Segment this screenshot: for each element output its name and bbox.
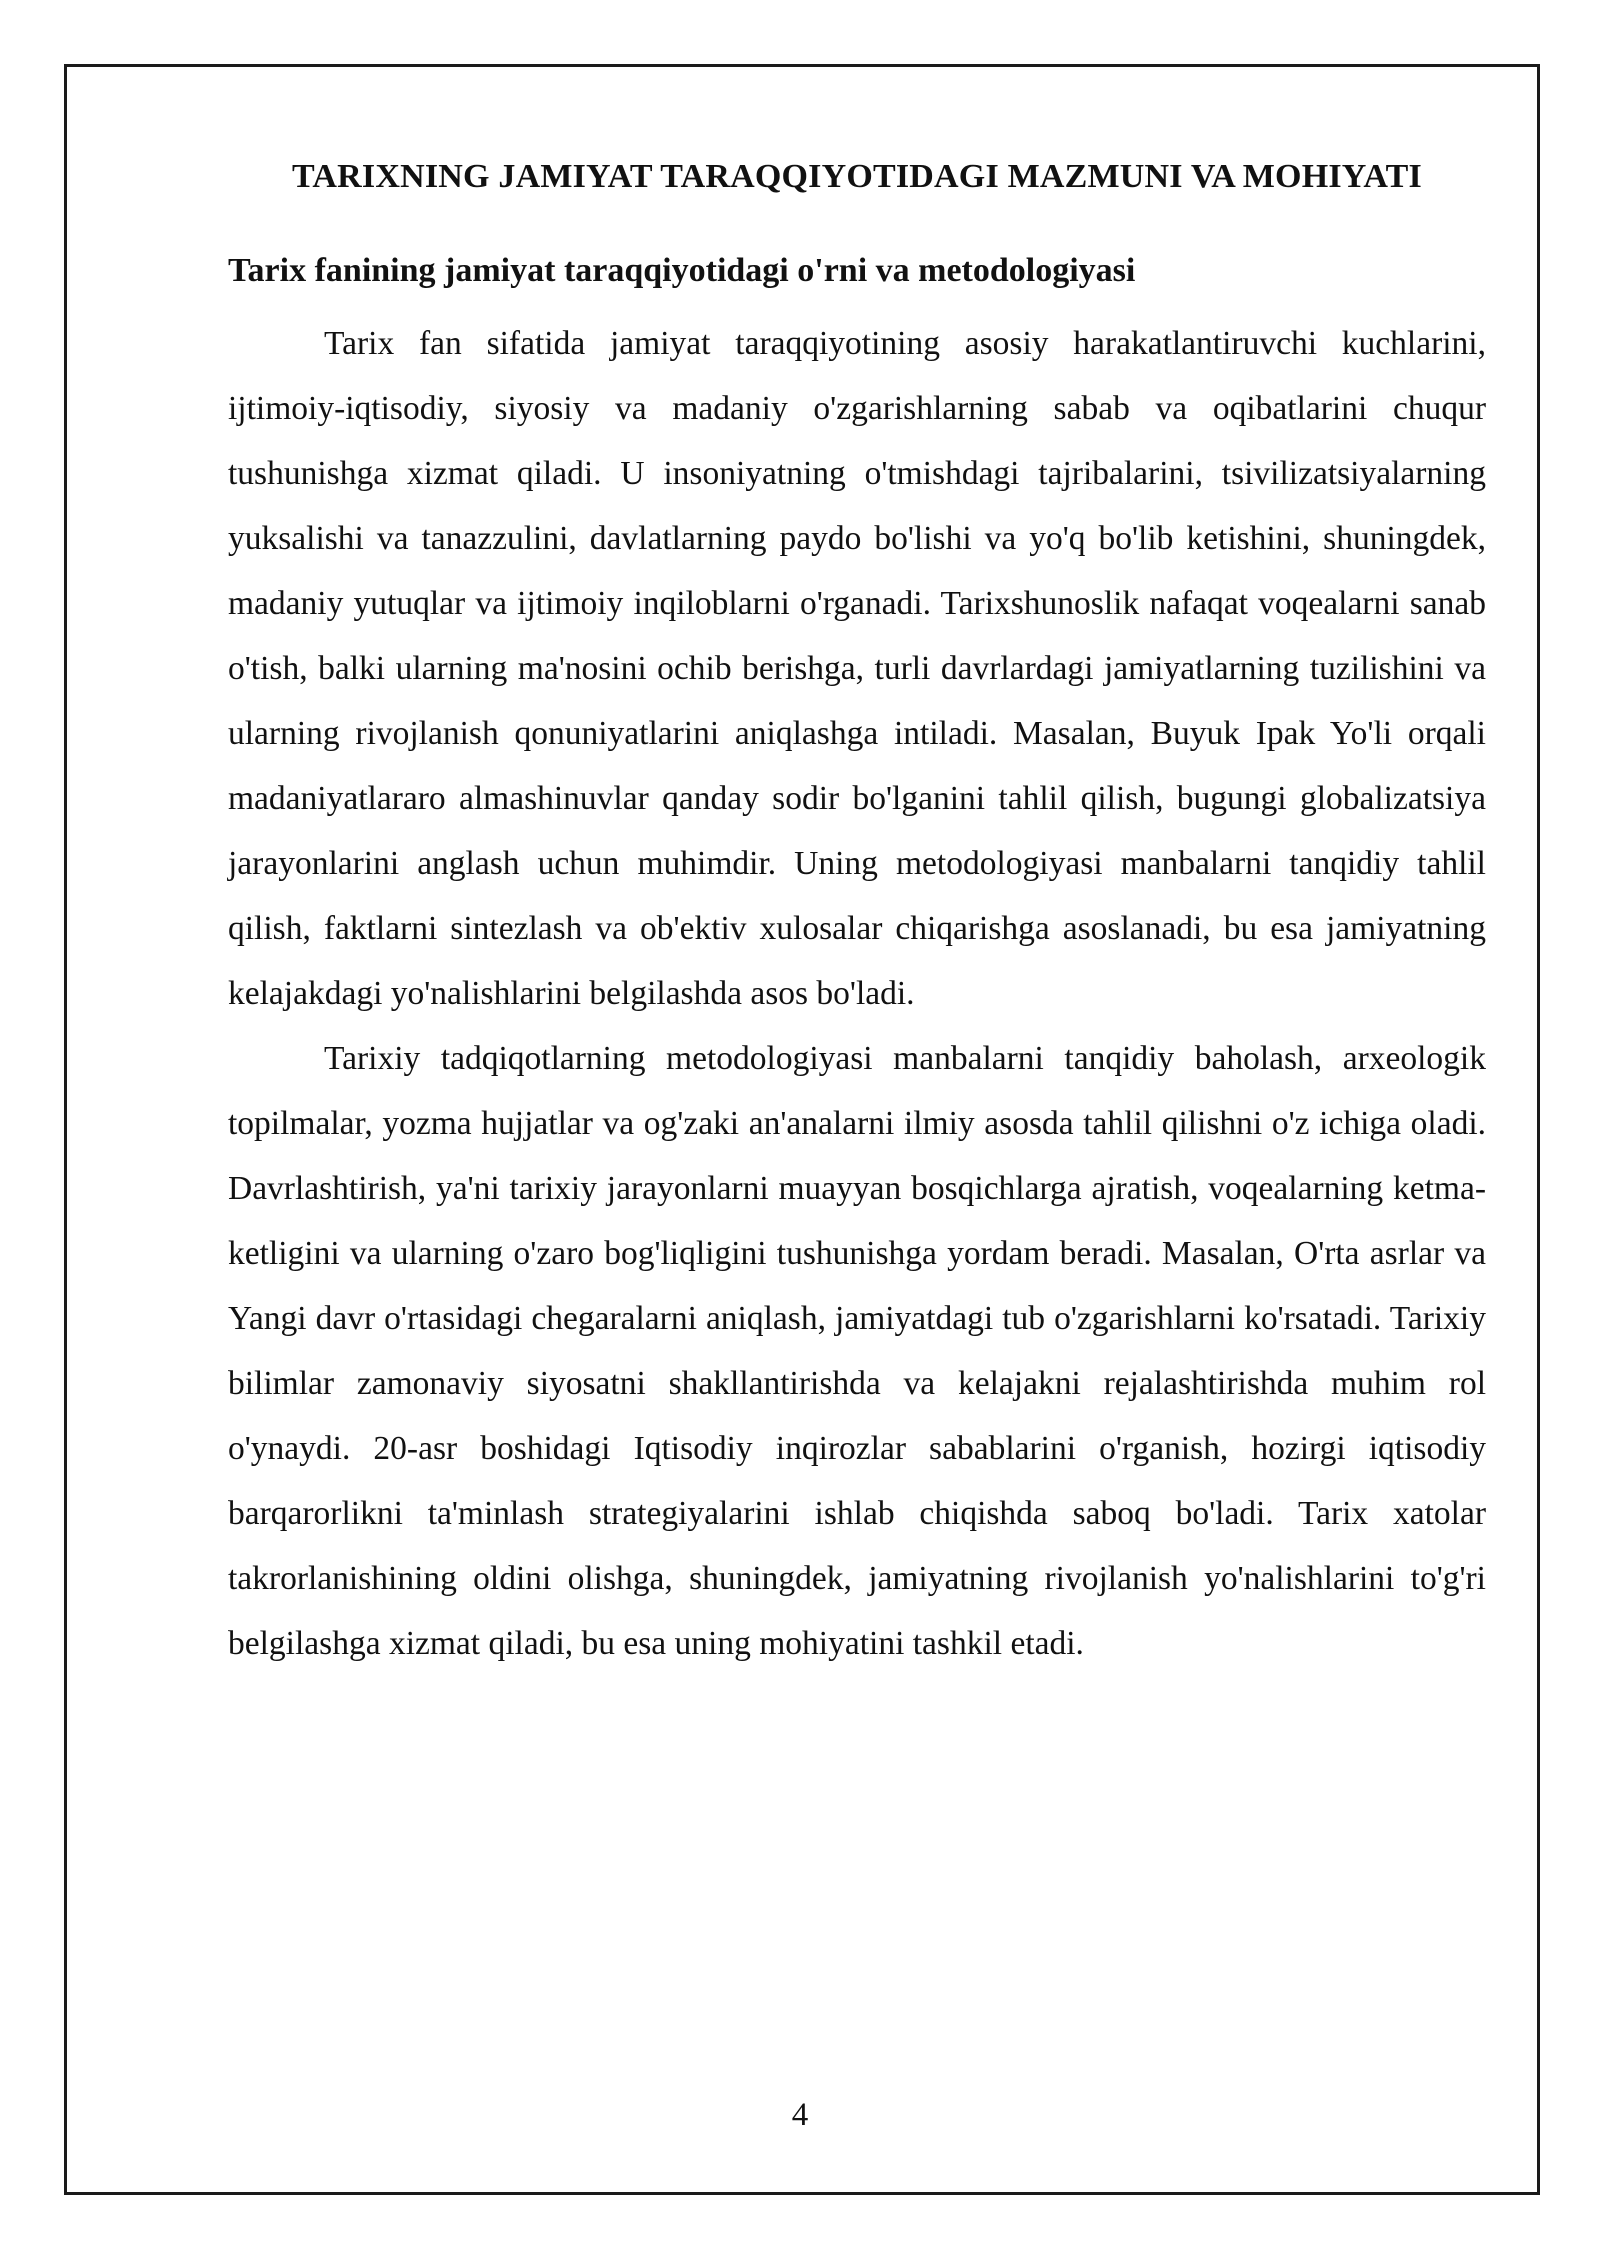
page-number: 4 xyxy=(791,2097,809,2133)
body-paragraph-1: Tarix fan sifatida jamiyat taraqqiyotining asosiy harakatlantiruvchi kuchlarini, ijtimoiy-iqtisodiy, siyosiy va madaniy o'zgarishlarning sabab va oqibatlarini chuqur tushunishga xizmat qiladi. U insoniyatning o'tmishdagi tajribalarini, tsivilizatsiyalarning yuksalishi va tanazzulini, davlatlarning paydo bo'lishi va yo'q bo'lib ketishini, shuningdek, madaniy yutuqlar va ijtimoiy inqiloblarni o'rganadi. Tarixshunoslik nafaqat voqealarni sanab o'tish, balki ularning ma'nosini ochib berishga, turli davrlardagi jamiyatlarning tuzilishini va ularning rivojlanish qonuniyatlarini aniqlashga intiladi. Masalan, Buyuk Ipak Yo'li orqali madaniyatlararo almashinuvlar qanday sodir bo'lganini tahlil qilish, bugungi globalizatsiya jarayonlarini anglash uchun muhimdir. Uning metodologiyasi manbalarni tanqidiy tahlil qilish, faktlarni sintezlash va ob'ektiv xulosalar chiqarishga asoslanadi, bu esa jamiyatning kelajakdagi yo'nalishlarini belgilashda asos bo'ladi. xyxy=(228,325,1486,1012)
document-body xyxy=(228,145,1486,1676)
document-title: TARIXNING JAMIYAT TARAQQIYOTIDAGI MAZMUNI VA MOHIYATI xyxy=(292,158,1422,195)
section-heading: Tarix fanining jamiyat taraqqiyotidagi o'rni va metodologiyasi xyxy=(228,252,1136,289)
body-paragraph-2: Tarixiy tadqiqotlarning metodologiyasi manbalarni tanqidiy baholash, arxeologik topilmalar, yozma hujjatlar va og'zaki an'analarni ilmiy asosda tahlil qilishni o'z ichiga oladi. Davrlashtirish, ya'ni tarixiy jarayonlarni muayyan bosqichlarga ajratish, voqealarning ketma-ketligini va ularning o'zaro bog'liqligini tushunishga yordam beradi. Masalan, O'rta asrlar va Yangi davr o'rtasidagi chegaralarni aniqlash, jamiyatdagi tub o'zgarishlarni ko'rsatadi. Tarixiy bilimlar zamonaviy siyosatni shakllantirishda va kelajakni rejalashtirishda muhim rol o'ynaydi. 20-asr boshidagi Iqtisodiy inqirozlar sabablarini o'rganish, hozirgi iqtisodiy barqarorlikni ta'minlash strategiyalarini ishlab chiqishda saboq bo'ladi. Tarix xatolar takrorlanishining oldini olishga, shuningdek, jamiyatning rivojlanish yo'nalishlarini to'g'ri belgilashga xizmat qiladi, bu esa uning mohiyatini tashkil etadi. xyxy=(228,1040,1486,1662)
